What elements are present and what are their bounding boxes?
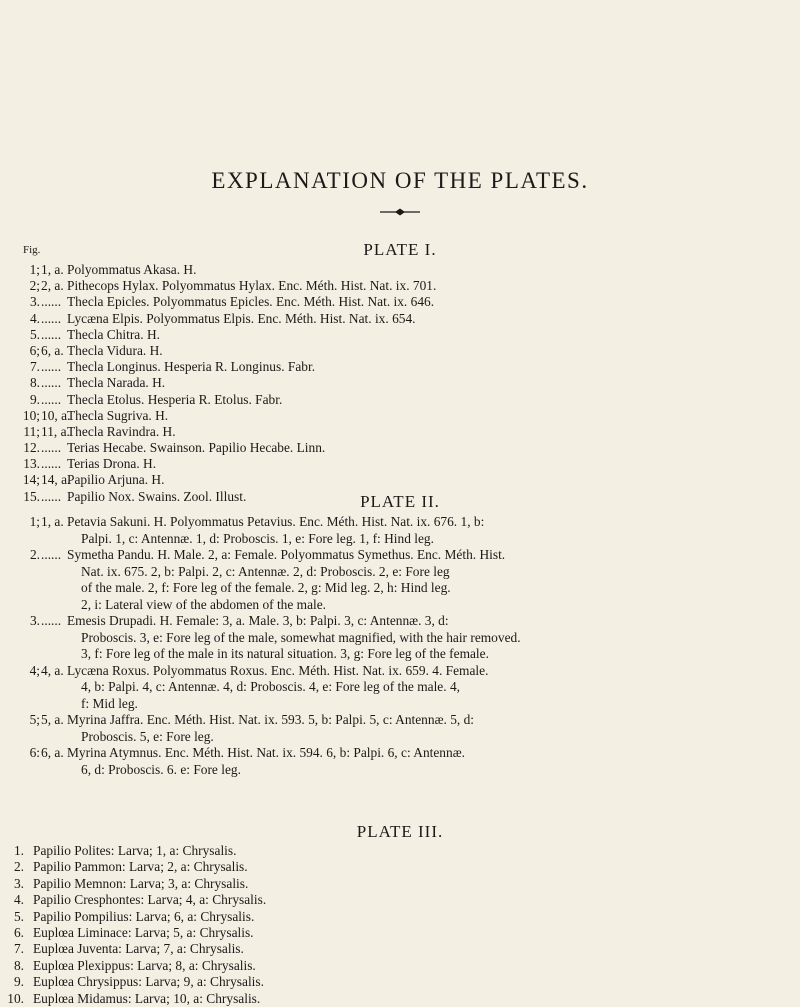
entry-text: Thecla Ravindra. H.: [67, 423, 176, 439]
figure-number: 3.: [29, 294, 40, 310]
plate-1-entry: [0, 375, 800, 391]
plate-3-entry: [0, 892, 800, 908]
plate-1-entry: [0, 262, 800, 278]
figure-number: 9.: [29, 391, 40, 407]
entry-text: Thecla Etolus. Hesperia R. Etolus. Fabr.: [67, 391, 283, 407]
figure-sub-number: ......: [41, 310, 62, 326]
plate-3-entry: [0, 876, 800, 892]
figure-number: 5.: [13, 908, 24, 924]
entry-text: Thecla Epicles. Polyommatus Epicles. Enc. Méth. Hist. Nat. ix. 646.: [67, 294, 435, 310]
entry-text: Papilio Nox. Swains. Zool. Illust.: [67, 488, 247, 504]
entry-text: Papilio Memnon: Larva; 3, a: Chrysalis.: [33, 875, 249, 891]
plate-1-entry: [0, 311, 800, 327]
figure-number: 2.: [13, 859, 24, 875]
figure-sub-number: 4, a.: [41, 662, 64, 678]
figure-sub-number: ......: [41, 440, 62, 456]
figure-number: 9.: [13, 974, 24, 990]
plate-1-entry: [0, 456, 800, 472]
plate-1-entry: [0, 278, 800, 294]
entry-line: Myrina Atymnus. Enc. Méth. Hist. Nat. ix. 594. 6, b: Palpi. 6, c: Antennæ.: [67, 745, 465, 760]
entry-text: Papilio Polites: Larva; 1, a: Chrysalis.: [33, 843, 237, 858]
plate-3-entry: [0, 909, 800, 925]
entry-text: Euplœa Chrysippus: Larva; 9, a: Chrysalis.: [33, 974, 264, 990]
entry-text: Euplœa Midamus: Larva; 10, a: Chrysalis.: [33, 990, 261, 1006]
entry-text: Papilio Arjuna. H.: [67, 472, 165, 488]
figure-number: 4;: [29, 662, 40, 678]
entry-line: 4, b: Palpi. 4, c: Antennæ. 4, d: Proboscis. 4, e: Fore leg of the male. 4,: [81, 679, 460, 694]
figure-number: 6;: [29, 342, 40, 358]
entry-text: Euplœa Liminace: Larva; 5, a: Chrysalis.: [33, 924, 254, 940]
entry-text: Lycæna Elpis. Polyommatus Elpis. Enc. Méth. Hist. Nat. ix. 654.: [67, 310, 416, 326]
plate-2-list: [0, 514, 800, 778]
figure-number: 8.: [29, 375, 40, 391]
entry-text: Papilio Pompilius: Larva; 6, a: Chrysalis.: [33, 908, 255, 924]
figure-number: 3.: [13, 875, 24, 891]
figure-number: 2.: [29, 547, 40, 562]
plate-2-entry: [0, 745, 800, 778]
plate-3-entry: [0, 925, 800, 941]
entry-text: Thecla Longinus. Hesperia R. Longinus. Fabr.: [67, 359, 316, 375]
plate-1-entry: [0, 424, 800, 440]
entry-text: Euplœa Plexippus: Larva; 8, a: Chrysalis.: [33, 957, 256, 973]
plate-1-entry: [0, 472, 800, 488]
figure-sub-number: ......: [41, 326, 62, 342]
figure-sub-number: ......: [41, 359, 62, 375]
plate-1-heading: PLATE I.: [363, 240, 437, 259]
plate-1-list: [0, 262, 800, 505]
fig-column-label: Fig.: [23, 244, 41, 256]
figure-number: 5.: [29, 326, 40, 342]
figure-sub-number: ......: [41, 294, 62, 310]
figure-sub-number: ......: [41, 488, 62, 504]
figure-sub-number: 1, a.: [41, 514, 64, 529]
entry-text: Thecla Narada. H.: [67, 375, 166, 391]
plate-2-heading: PLATE II.: [360, 492, 440, 511]
plate-2-entry: [0, 613, 800, 663]
entry-text: Papilio Cresphontes: Larva; 4, a: Chrysalis.: [33, 892, 267, 908]
entry-line: Emesis Drupadi. H. Female: 3, a. Male. 3, b: Palpi. 3, c: Antennæ. 3, d:: [67, 613, 449, 628]
plate-2-entry: [0, 547, 800, 613]
entry-text: Thecla Sugriva. H.: [67, 407, 169, 423]
plate-3-entry: [0, 843, 800, 859]
figure-sub-number: ......: [41, 547, 62, 562]
figure-number: 12.: [23, 440, 40, 456]
entry-text: Euplœa Juventa: Larva; 7, a: Chrysalis.: [33, 941, 244, 957]
plate-3-entry: [0, 991, 800, 1007]
entry-text: Terias Hecabe. Swainson. Papilio Hecabe. Linn.: [67, 440, 326, 456]
figure-number: 1;: [29, 262, 40, 277]
plate-3-entry: [0, 941, 800, 957]
plate-3-entry: [0, 974, 800, 990]
figure-number: 7.: [29, 359, 40, 375]
entry-line: Myrina Jaffra. Enc. Méth. Hist. Nat. ix. 593. 5, b: Palpi. 5, c: Antennæ. 5, d:: [67, 712, 475, 727]
figure-number: 1;: [29, 514, 40, 529]
figure-number: 10.: [7, 990, 24, 1006]
page-title: EXPLANATION OF THE PLATES.: [211, 168, 589, 193]
figure-sub-number: 11, a.: [41, 423, 70, 439]
figure-number: 15.: [23, 488, 40, 504]
figure-number: 4.: [13, 892, 24, 908]
entry-line: Lycæna Roxus. Polyommatus Roxus. Enc. Méth. Hist. Nat. ix. 659. 4. Female.: [67, 662, 489, 678]
figure-sub-number: 6, a.: [41, 745, 64, 760]
entry-text: Pithecops Hylax. Polyommatus Hylax. Enc. Méth. Hist. Nat. ix. 701.: [67, 278, 437, 294]
entry-line: 6, d: Proboscis. 6. e: Fore leg.: [81, 761, 241, 777]
plate-1-entry: [0, 359, 800, 375]
figure-number: 3.: [29, 613, 40, 628]
entry-line: Symetha Pandu. H. Male. 2, a: Female. Polyommatus Symethus. Enc. Méth. Hist.: [67, 547, 506, 562]
entry-line: Petavia Sakuni. H. Polyommatus Petavius. Enc. Méth. Hist. Nat. ix. 676. 1, b:: [67, 514, 485, 529]
plate-1-entry: [0, 408, 800, 424]
divider-ornament: [378, 208, 422, 216]
entry-line: 2, i: Lateral view of the abdomen of the male.: [81, 596, 327, 612]
entry-line: Proboscis. 5, e: Fore leg.: [81, 728, 214, 744]
plate-1-entry: [0, 327, 800, 343]
figure-number: 14;: [22, 472, 40, 488]
figure-sub-number: 1, a.: [41, 262, 64, 277]
figure-sub-number: ......: [41, 391, 62, 407]
figure-number: 4.: [29, 310, 40, 326]
figure-sub-number: 10, a.: [41, 407, 71, 423]
entry-text: Thecla Chitra. H.: [67, 326, 160, 342]
entry-line: Palpi. 1, c: Antennæ. 1, d: Proboscis. 1, e: Fore leg. 1, f: Hind leg.: [81, 530, 434, 546]
plate-1-entry: [0, 294, 800, 310]
figure-number: 8.: [13, 957, 24, 973]
figure-sub-number: ......: [41, 613, 62, 628]
plate-2-entry: [0, 712, 800, 745]
figure-sub-number: 5, a.: [41, 712, 64, 727]
figure-sub-number: ......: [41, 456, 62, 472]
entry-line: f: Mid leg.: [81, 695, 138, 711]
plate-3-heading: PLATE III.: [356, 822, 444, 841]
figure-sub-number: 14, a.: [41, 472, 71, 488]
entry-text: Polyommatus Akasa. H.: [67, 262, 197, 277]
plate-3-list: [0, 843, 800, 1007]
figure-sub-number: ......: [41, 375, 62, 391]
plate-1-entry: [0, 440, 800, 456]
plate-1-entry: [0, 392, 800, 408]
figure-number: 7.: [13, 941, 24, 957]
plate-1-entry: [0, 343, 800, 359]
entry-line: Nat. ix. 675. 2, b: Palpi. 2, c: Antennæ. 2, d: Proboscis. 2, e: Fore leg: [81, 563, 450, 579]
figure-number: 13.: [23, 456, 40, 472]
figure-number: 6.: [13, 924, 24, 940]
figure-sub-number: 6, a.: [41, 342, 64, 358]
plate-3-entry: [0, 958, 800, 974]
entry-text: Terias Drona. H.: [67, 456, 157, 472]
figure-number: 1.: [13, 843, 24, 858]
figure-number: 5;: [29, 712, 40, 727]
plate-3-entry: [0, 859, 800, 875]
entry-line: Proboscis. 3, e: Fore leg of the male, somewhat magnified, with the hair removed.: [81, 629, 521, 645]
plate-2-entry: [0, 514, 800, 547]
figure-number: 6:: [29, 745, 40, 760]
entry-line: of the male. 2, f: Fore leg of the female. 2, g: Mid leg. 2, h: Hind leg.: [81, 580, 451, 595]
figure-number: 10;: [22, 407, 40, 423]
figure-number: 11;: [23, 423, 40, 439]
plate-2-entry: [0, 663, 800, 713]
entry-line: 3, f: Fore leg of the male in its natural situation. 3, g: Fore leg of the female.: [81, 646, 489, 661]
figure-number: 2;: [29, 278, 40, 294]
entry-text: Thecla Vidura. H.: [67, 342, 163, 358]
figure-sub-number: 2, a.: [41, 278, 64, 294]
entry-text: Papilio Pammon: Larva; 2, a: Chrysalis.: [33, 859, 248, 875]
